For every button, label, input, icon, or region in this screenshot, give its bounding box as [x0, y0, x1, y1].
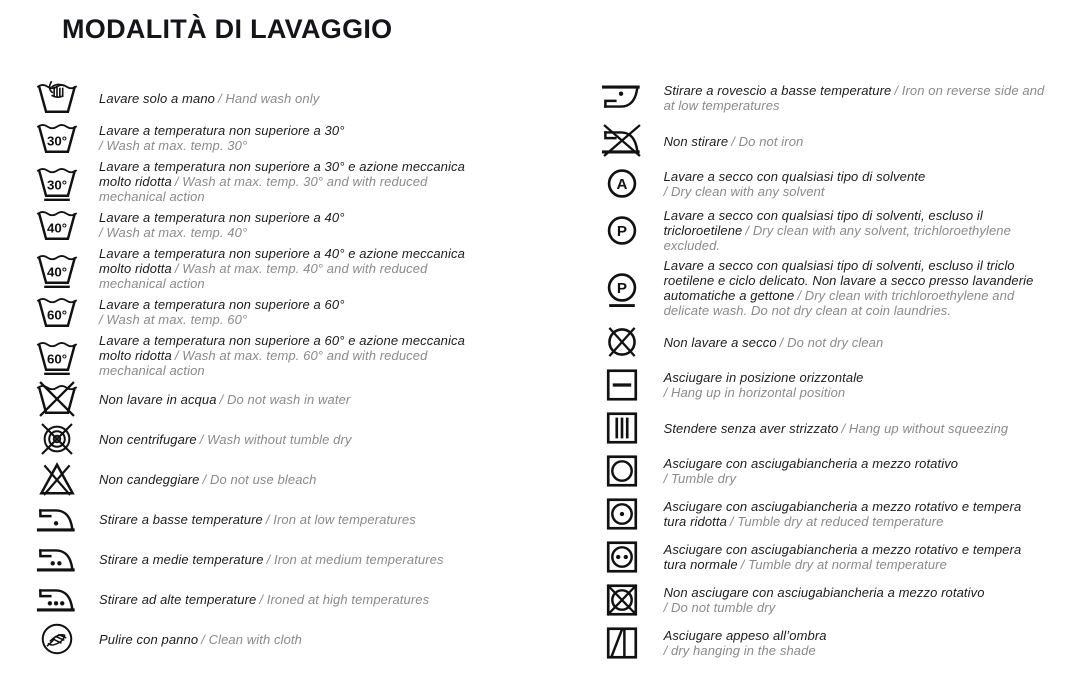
care-symbol-row	[600, 409, 1090, 447]
dry-horizontal-icon	[600, 366, 644, 404]
care-symbol-row	[35, 246, 570, 291]
do-not-tumble-dry-icon	[600, 581, 644, 619]
svg-text:P: P	[616, 279, 627, 297]
drip-dry-icon	[600, 409, 644, 447]
label-english: / Do not tumble dry	[663, 600, 776, 615]
dry-clean-p-delicate-icon	[600, 269, 644, 307]
label-italian: Lavare a temperatura non superiore a 60°	[99, 297, 345, 312]
iron-high-icon	[35, 580, 79, 618]
tumble-dry-icon	[600, 452, 644, 490]
care-symbol-row	[600, 165, 1090, 203]
dry-clean-any-solvent-icon	[600, 165, 644, 203]
label-english: / Do not dry clean	[779, 334, 884, 350]
do-not-spin-icon	[35, 420, 79, 458]
label-english: / Clean with cloth	[201, 631, 302, 647]
wash-30-reduced-icon	[35, 163, 79, 201]
label-english: / Hang up in horizontal position	[663, 385, 846, 400]
label-english: / Iron at low temperatures	[265, 511, 416, 527]
care-symbol-row	[35, 620, 570, 658]
clean-with-cloth-icon	[35, 620, 79, 658]
do-not-dry-clean-icon	[600, 323, 644, 361]
label-english: / Dry clean with any solvent	[663, 184, 825, 199]
care-symbol-row	[600, 624, 1090, 662]
tumble-dry-normal-icon	[600, 538, 644, 576]
care-symbol-row	[600, 581, 1090, 619]
care-symbol-row	[35, 159, 570, 204]
label-italian: Lavare a secco con qualsiasi tipo di solventi, escluso il triclo roetilene e ciclo delicato. Non lavare a secco presso lavanderie automatiche a gettone	[663, 258, 1034, 303]
care-symbol-row	[35, 580, 570, 618]
label-italian: Non lavare in acqua	[99, 391, 217, 407]
iron-low-icon	[35, 500, 79, 538]
label-italian: Non centrifugare	[99, 431, 197, 447]
care-symbol-columns	[35, 79, 1090, 667]
svg-text:30°: 30°	[46, 133, 68, 149]
care-symbol-row	[600, 538, 1090, 576]
care-symbol-row	[600, 122, 1090, 160]
label-english: / Hang up without squeezing	[841, 420, 1009, 436]
wash-60-icon	[35, 293, 79, 331]
dry-in-shade-icon	[600, 624, 644, 662]
label-italian: Lavare a temperatura non superiore a 40°	[99, 210, 345, 225]
label-italian: Stirare a rovescio a basse temperature	[663, 83, 892, 98]
care-symbol-row	[35, 293, 570, 331]
label-english: / Hand wash only	[217, 90, 320, 106]
care-symbol-row	[35, 460, 570, 498]
care-symbols-column-right	[600, 79, 1090, 667]
label-english: / Dry clean with trichloroethylene and delicate wash. Do not dry clean at coin laundries.	[663, 288, 1015, 318]
label-italian: Lavare a temperatura non superiore a 30°	[99, 123, 345, 138]
label-english: / Dry clean with any solvent, trichloroethylene excluded.	[663, 223, 1011, 253]
label-english: / Wash at max. temp. 40° and with reduced mechanical action	[99, 261, 428, 291]
wash-60-reduced-icon	[35, 337, 79, 375]
svg-text:30°: 30°	[46, 177, 68, 193]
svg-text:P: P	[616, 222, 627, 240]
label-italian: Asciugare con asciugabiancheria a mezzo rotativo e tempera tura normale	[663, 542, 1022, 572]
label-italian: Lavare a temperatura non superiore a 60° e azione meccanica molto ridotta	[99, 333, 465, 363]
label-english: / Tumble dry	[663, 471, 737, 486]
label-english: / dry hanging in the shade	[663, 643, 816, 658]
wash-30-icon	[35, 119, 79, 157]
label-italian: Lavare a temperatura non superiore a 30° e azione meccanica molto ridotta	[99, 159, 465, 189]
label-english: / Wash at max. temp. 30°	[99, 138, 248, 153]
label-italian: Pulire con panno	[99, 631, 199, 647]
care-symbol-row	[35, 119, 570, 157]
wash-40-icon	[35, 206, 79, 244]
label-italian: Stendere senza aver strizzato	[663, 420, 839, 436]
care-symbol-row	[600, 258, 1090, 318]
label-english: / Do not wash in water	[219, 391, 351, 407]
label-english: / Do not use bleach	[202, 471, 317, 487]
care-symbol-row	[600, 366, 1090, 404]
label-english: / Wash at max. temp. 30° and with reduced mechanical action	[99, 174, 428, 204]
label-italian: Asciugare con asciugabiancheria a mezzo rotativo e tempera tura ridotta	[663, 499, 1022, 529]
svg-text:40°: 40°	[46, 220, 68, 236]
care-symbol-row	[35, 540, 570, 578]
dry-clean-p-icon	[600, 212, 644, 250]
do-not-wash-icon	[35, 380, 79, 418]
label-english: / Wash at max. temp. 60°	[99, 312, 248, 327]
label-italian: Non asciugare con asciugabiancheria a mezzo rotativo	[663, 585, 985, 600]
care-symbol-row	[600, 495, 1090, 533]
care-symbol-row	[35, 380, 570, 418]
label-italian: Asciugare appeso all’ombra	[663, 628, 827, 643]
label-english: / Wash without tumble dry	[199, 431, 352, 447]
label-italian: Asciugare in posizione orizzontale	[663, 370, 864, 385]
care-symbol-row	[35, 333, 570, 378]
svg-text:40°: 40°	[46, 264, 68, 280]
label-italian: Lavare a secco con qualsiasi tipo di solvente	[663, 169, 926, 184]
do-not-bleach-icon	[35, 460, 79, 498]
label-italian: Lavare solo a mano	[99, 90, 215, 106]
care-symbol-row	[600, 208, 1090, 253]
label-english: / Wash at max. temp. 60° and with reduced mechanical action	[99, 348, 428, 378]
label-italian: Stirare ad alte temperature	[99, 591, 257, 607]
label-english: / Tumble dry at reduced temperature	[729, 514, 944, 529]
label-english: / Iron on reverse side and at low temperatures	[663, 83, 1045, 113]
care-symbol-row	[600, 79, 1090, 117]
label-italian: Non stirare	[663, 133, 729, 149]
label-english: / Iron at medium temperatures	[266, 551, 444, 567]
care-symbol-row	[600, 323, 1090, 361]
tumble-dry-low-icon	[600, 495, 644, 533]
page-title: MODALITÀ DI LAVAGGIO	[62, 14, 393, 44]
svg-text:60°: 60°	[46, 307, 68, 323]
label-italian: Lavare a secco con qualsiasi tipo di solventi, escluso il tricloroetilene	[663, 208, 983, 238]
label-italian: Stirare a medie temperature	[99, 551, 264, 567]
label-italian: Asciugare con asciugabiancheria a mezzo rotativo	[663, 456, 959, 471]
care-symbol-row	[35, 206, 570, 244]
do-not-iron-icon	[600, 122, 644, 160]
wash-40-reduced-icon	[35, 250, 79, 288]
label-english: / Do not iron	[731, 133, 804, 149]
care-symbol-row	[35, 79, 570, 117]
svg-text:A: A	[616, 175, 628, 193]
label-english: / Tumble dry at normal temperature	[740, 557, 947, 572]
hand-wash-icon	[35, 79, 79, 117]
svg-text:60°: 60°	[46, 351, 68, 367]
care-symbol-row	[600, 452, 1090, 490]
label-english: / Wash at max. temp. 40°	[99, 225, 248, 240]
label-english: / Ironed at high temperatures	[259, 591, 430, 607]
iron-medium-icon	[35, 540, 79, 578]
label-italian: Non candeggiare	[99, 471, 200, 487]
iron-reverse-low-icon	[600, 79, 644, 117]
label-italian: Lavare a temperatura non superiore a 40° e azione meccanica molto ridotta	[99, 246, 465, 276]
label-italian: Non lavare a secco	[663, 334, 777, 350]
care-symbols-column-left	[35, 79, 570, 660]
care-symbol-row	[35, 500, 570, 538]
label-italian: Stirare a basse temperature	[99, 511, 263, 527]
care-symbol-row	[35, 420, 570, 458]
